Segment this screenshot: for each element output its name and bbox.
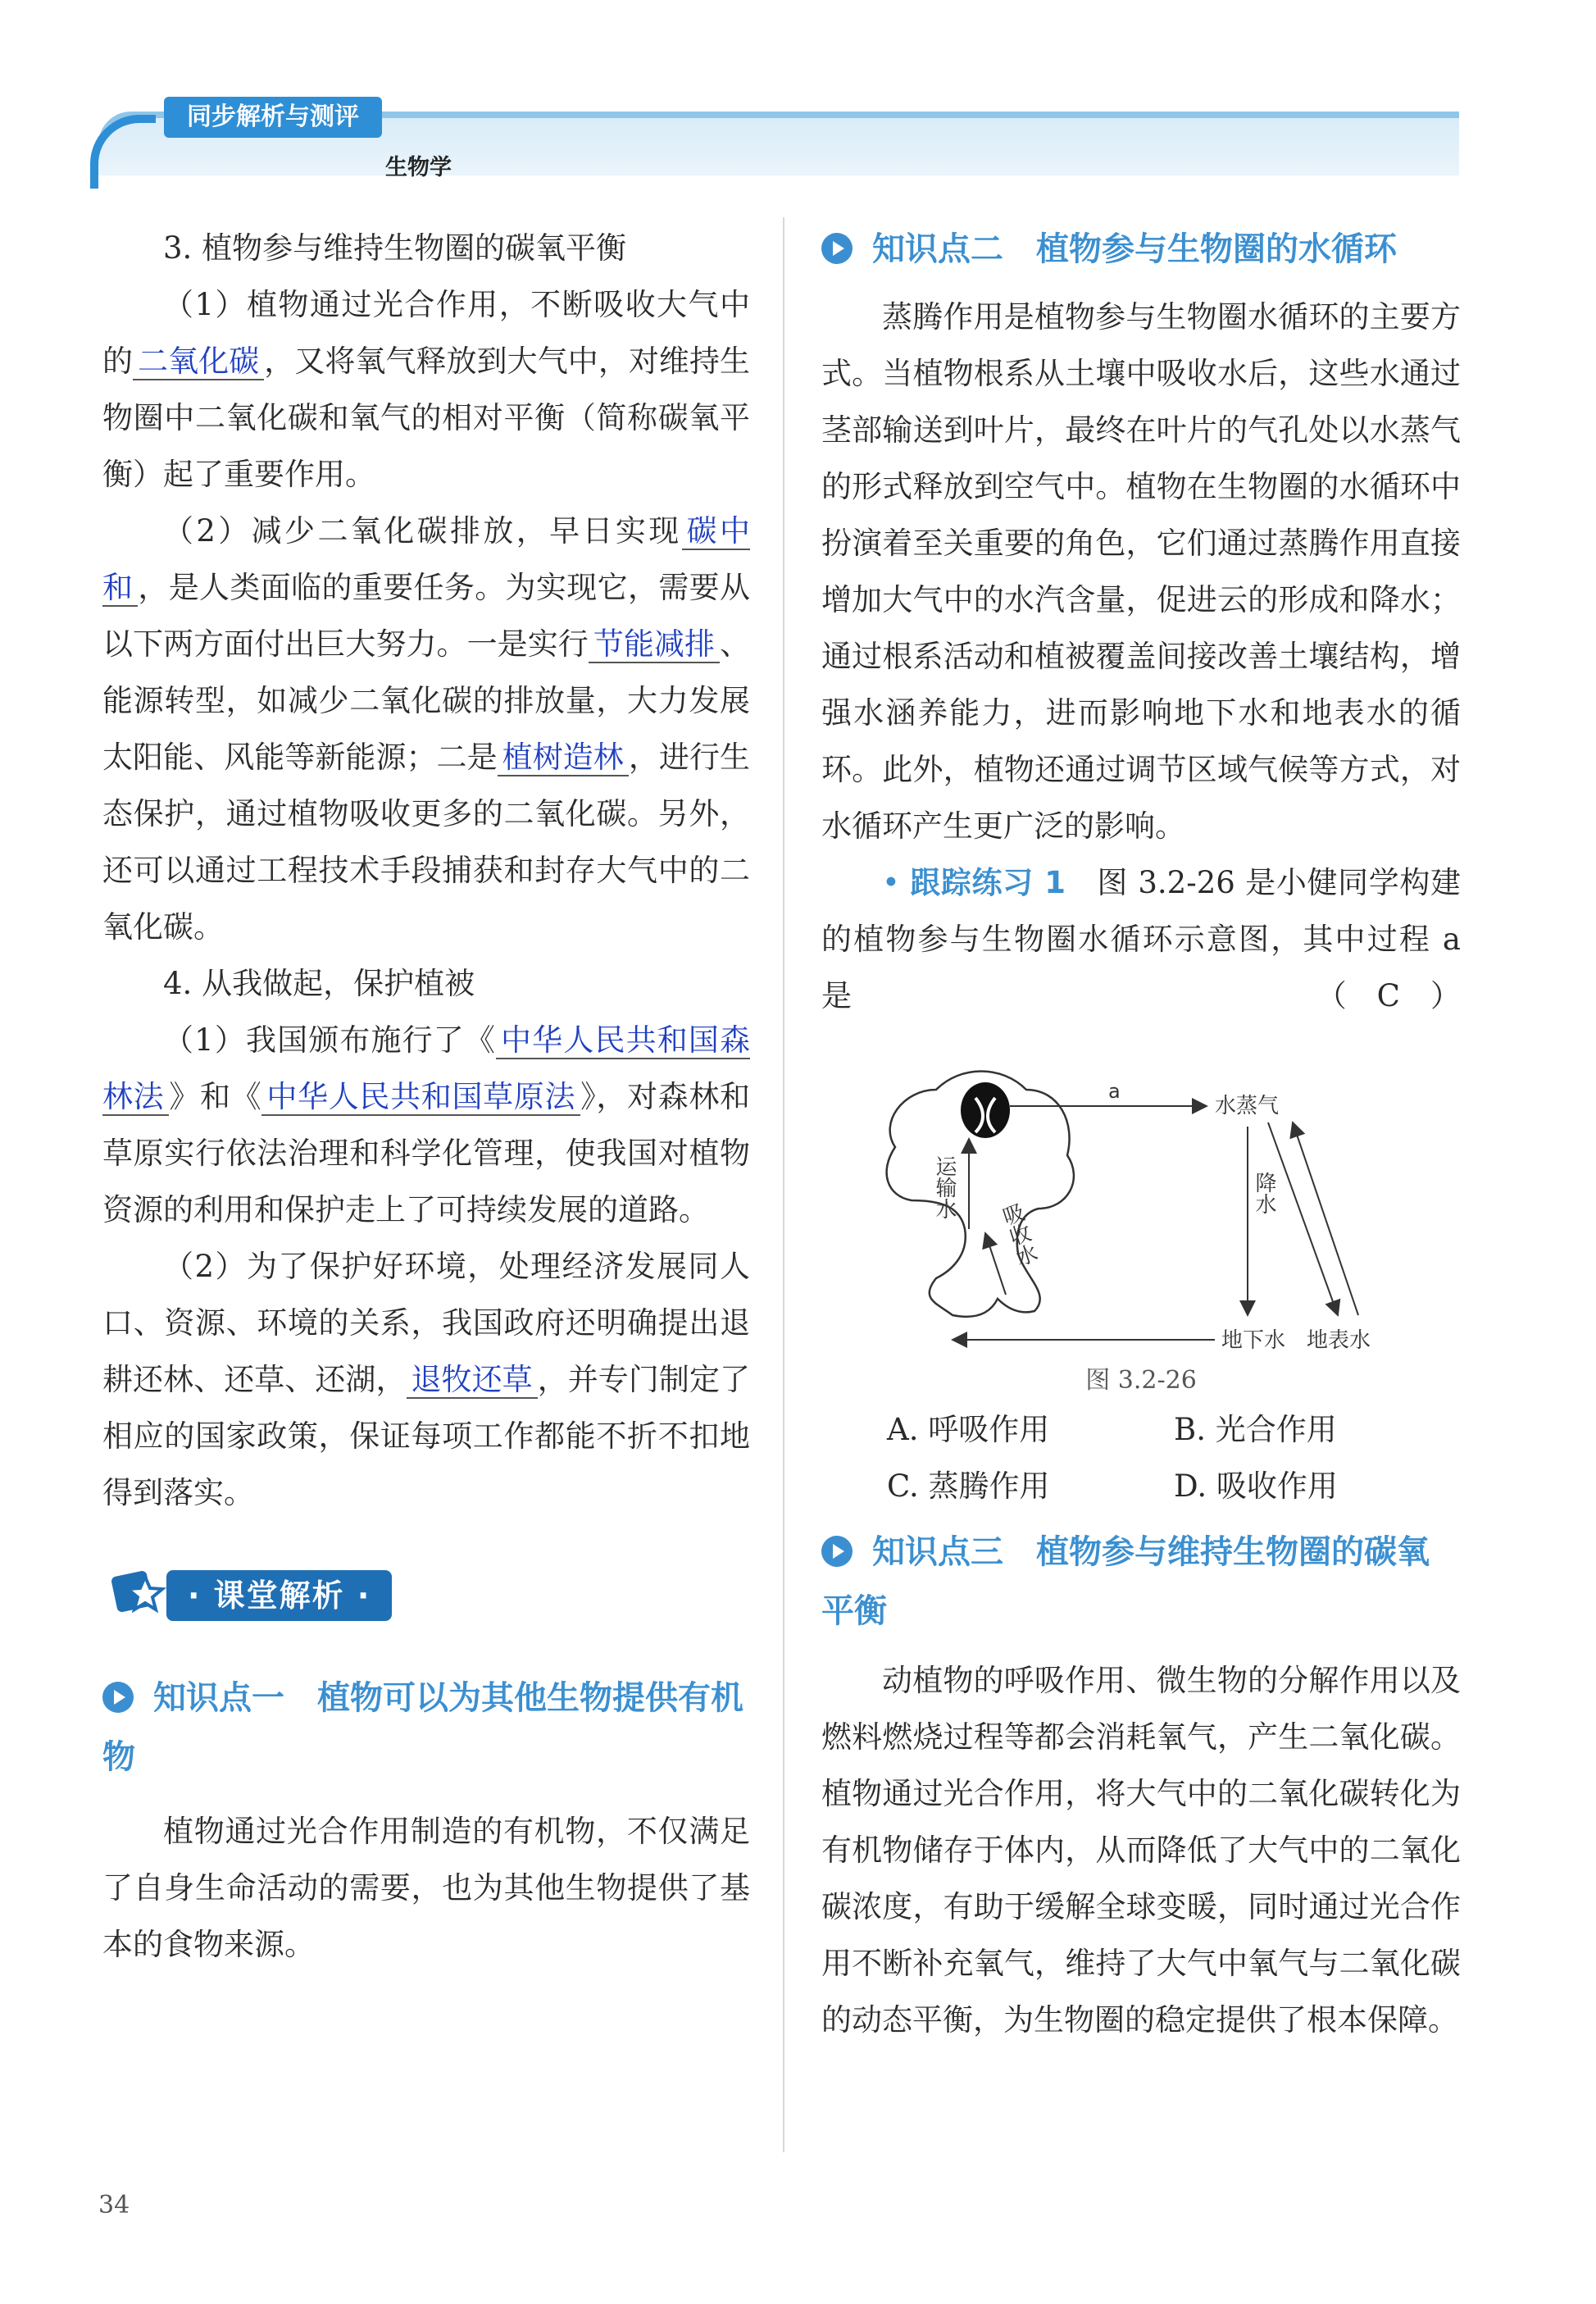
section-3-para-2: （2）减少二氧化碳排放，早日实现 碳中和 ，是人类面临的重要任务。为实现它，需要从以下两方面付出巨大努力。一是实行 节能减排 、能源转型，如减少二氧化碳的排放量，大力发展太阳能、风能等新能源；二是 植树造林 ，进行生态保护，通过植物吸收更多的二氧化碳。另外，还可以通过工程技术手段捕获和封存大气中的二氧化碳。 (102, 513, 751, 945)
knowledge-point-3-title: 知识点三 植物参与维持生物圈的碳氧平衡 (821, 1533, 1430, 1630)
arrow-absorb (985, 1233, 1006, 1295)
page-header (90, 97, 1461, 180)
answer-blank: 节能减排 (589, 626, 720, 663)
bullet-icon: • (882, 865, 911, 900)
knowledge-point-2-body: 蒸腾作用是植物参与生物圈水循环的主要方式。当植物根系从土壤中吸收水后，这些水通过茎部输送到叶片，最终在叶片的气孔处以水蒸气的形式释放到空气中。植物在生物圈的水循环中扮演着至关重要的角色，它们通过蒸腾作用直接增加大气中的水汽含量，促进云的形成和降水；通过根系活动和植被覆盖间接改善土壤结构，增强水涵养能力，进而影响地下水和地表水的循环。此外，植物还通过调节区域气候等方式，对水循环产生更广泛的影响。 (821, 299, 1461, 844)
option-d: D. 吸收作用 (1174, 1468, 1338, 1504)
column-divider (783, 217, 784, 2152)
option-a: A. 呼吸作用 (887, 1412, 1050, 1447)
section-4-para-1: （1）我国颁布施行了《 中华人民共和国森林法 》和《 中华人民共和国草原法 》，对森林和草原实行依法治理和科学化管理，使我国对植物资源的利用和保护走上了可持续发展的道路。 (102, 1022, 751, 1227)
label-vapor: 水蒸气 (1215, 1094, 1280, 1118)
page-number: 34 (98, 2191, 130, 2220)
play-icon (821, 233, 853, 264)
play-icon (102, 1682, 134, 1713)
answer-blank: 植树造林 (498, 740, 629, 776)
knowledge-point-1-body: 植物通过光合作用制造的有机物，不仅满足了自身生命活动的需要，也为其他生物提供了基本的食物来源。 (102, 1814, 750, 1962)
label-absorb: 吸收水 (996, 1200, 1040, 1269)
knowledge-point-3-body: 动植物的呼吸作用、微生物的分解作用以及燃料燃烧过程等都会消耗氧气，产生二氧化碳。植物通过光合作用，将大气中的二氧化碳转化为有机物储存于体内，从而降低了大气中的二氧化碳浓度，有助于缓解全球变暖，同时通过光合作用不断补充氧气，维持了大气中氧气与二氧化碳的动态平衡，为生物圈的稳定提供了根本保障。 (821, 1663, 1461, 2038)
figure-caption: 图 3.2-26 (1085, 1366, 1197, 1395)
label-a: a (1108, 1080, 1121, 1103)
star-book-icon (111, 1562, 168, 1619)
track-exercise: • 跟踪练习 1 图 3.2-26 是小健同学构建的植物参与生物圈水循环示意图，其中过程 a 是 （ C ） (821, 854, 1461, 1024)
label-rain: 降水 (1252, 1172, 1276, 1214)
subject-label: 生物学 (385, 155, 452, 180)
option-c: C. 蒸腾作用 (887, 1468, 1050, 1504)
section-3-title: 3. 植物参与维持生物圈的碳氧平衡 (163, 230, 627, 266)
track-label: 跟踪练习 1 (910, 865, 1066, 900)
right-column (821, 220, 1461, 2048)
play-icon (821, 1536, 853, 1567)
section-3-para-1: （1）植物通过光合作用，不断吸收大气中的 二氧化碳 ，又将氧气释放到大气中，对维持生物圈中二氧化碳和氧气的相对平衡（简称碳氧平衡）起了重要作用。 (102, 287, 751, 492)
header-swoosh (90, 115, 156, 189)
book-title: 同步解析与测评 (164, 97, 382, 138)
answer-blank: 中华人民共和国草原法 (261, 1079, 580, 1116)
left-column (102, 220, 750, 1973)
section-4-para-2: （2）为了保护好环境，处理经济发展同人口、资源、环境的关系，我国政府还明确提出退耕还林、还草、还湖， 退牧还草 ，并专门制定了相应的国家政策，保证每项工作都能不折不扣地得到落实。 (102, 1249, 751, 1510)
answer-blank: 中华人民共和国森林法 (102, 1022, 751, 1114)
leaf-stoma (961, 1082, 1010, 1138)
banner-label: · 课堂解析 · (166, 1570, 392, 1621)
section-banner (102, 1554, 750, 1644)
option-b: B. 光合作用 (1174, 1412, 1337, 1447)
knowledge-point-1-title: 知识点一 植物可以为其他生物提供有机物 (102, 1679, 743, 1776)
answer-options (821, 1401, 1461, 1514)
label-surface: 地表水 (1307, 1328, 1371, 1353)
answer-blank: 二氧化碳 (133, 344, 264, 380)
label-transport: 运输水 (932, 1155, 957, 1219)
knowledge-point-2-title: 知识点二 植物参与生物圈的水循环 (821, 220, 1461, 279)
water-cycle-diagram (821, 1032, 1461, 1360)
label-ground: 地下水 (1221, 1328, 1286, 1353)
section-4-title: 4. 从我做起，保护植被 (163, 966, 475, 1001)
answer-blank: 退牧还草 (407, 1362, 538, 1399)
answer-paren: （ C ） (1316, 978, 1461, 1013)
answer-blank: 碳中和 (102, 513, 751, 605)
